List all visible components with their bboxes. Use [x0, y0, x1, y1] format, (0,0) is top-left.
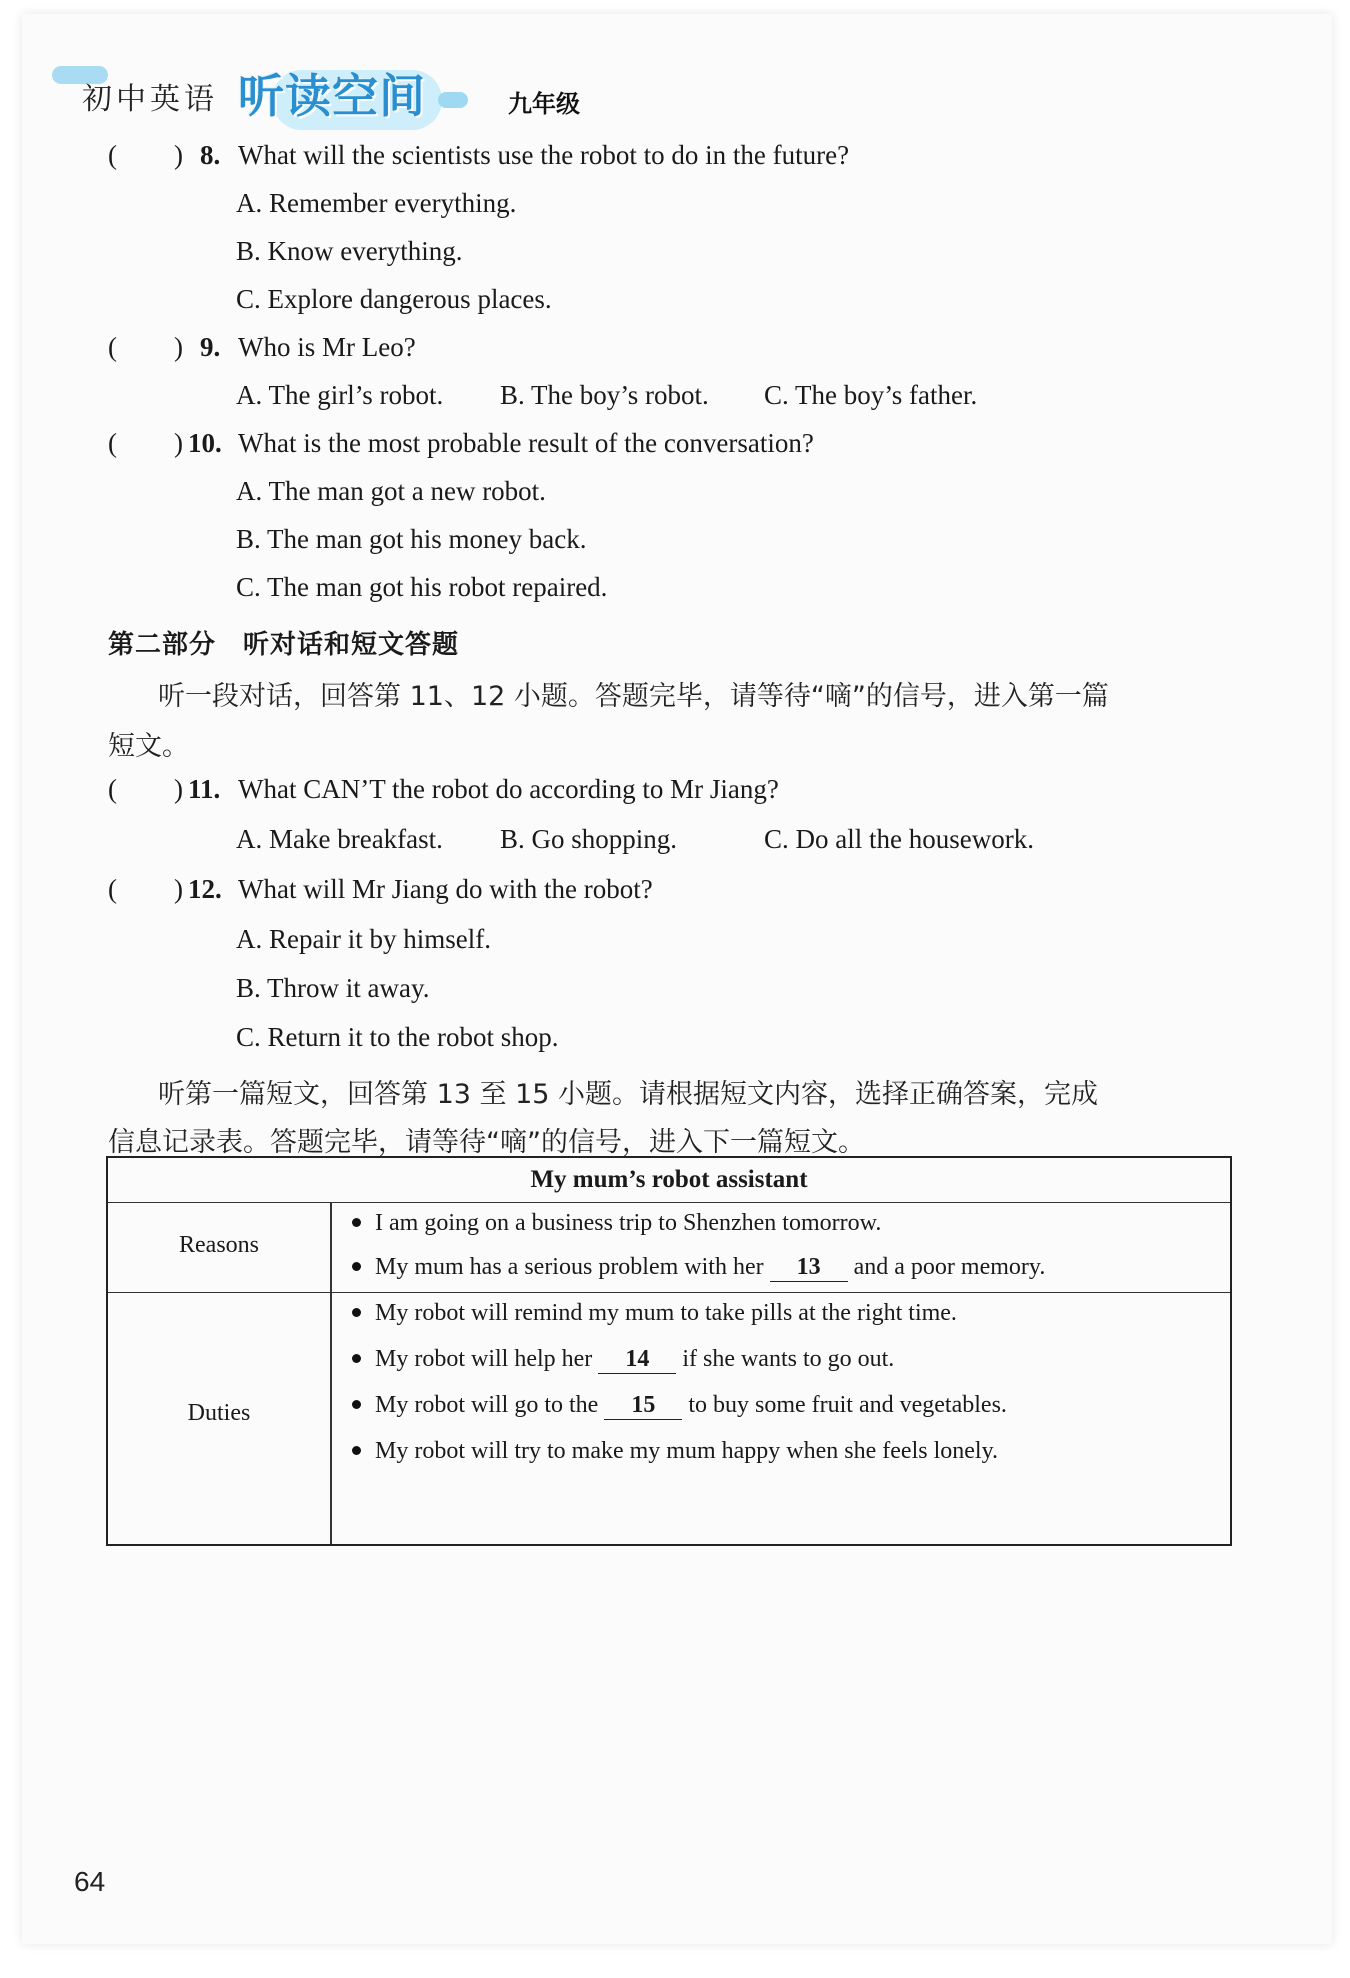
option-b: B. The man got his money back. [236, 524, 587, 554]
question-number: 9. [200, 332, 221, 362]
row-label-reasons: Reasons [179, 1232, 259, 1258]
brand-logo: 听读空间 [238, 69, 426, 123]
bullet-icon [352, 1218, 361, 1227]
option-b: B. Go shopping. [500, 824, 678, 854]
answer-paren-close: ) [174, 140, 183, 170]
answer-paren-open: ( [108, 774, 117, 804]
duty-item [352, 1438, 998, 1465]
bullet-icon [352, 1446, 361, 1455]
bullet-icon [352, 1354, 361, 1363]
section-title: 第二部分 听对话和短文答题 [108, 630, 460, 660]
duty-text: My robot will help her [375, 1346, 593, 1372]
answer-paren-close: ) [174, 332, 183, 362]
series-title: 初中英语 [82, 82, 218, 117]
answer-paren-close: ) [174, 874, 183, 904]
question-number: 11. [188, 774, 221, 804]
answer-paren-close: ) [174, 774, 183, 804]
table-row-reasons [108, 1202, 1230, 1293]
cloud-decoration [438, 92, 468, 108]
duty-text: My robot will try to make my mum happy when she feels lonely. [375, 1438, 999, 1464]
option-c: C. Return it to the robot shop. [236, 1022, 559, 1052]
blank-14: 14 [598, 1346, 676, 1374]
reason-text: My mum has a serious problem with her [375, 1254, 764, 1280]
option-b: B. Know everything. [236, 236, 463, 266]
question-text: What will the scientists use the robot to do in the future? [238, 140, 850, 170]
duty-item [352, 1346, 894, 1374]
table-row-duties [108, 1292, 1230, 1544]
bullet-icon [352, 1308, 361, 1317]
option-c: C. The man got his robot repaired. [236, 572, 608, 602]
instruction-text: 信息记录表。答题完毕，请等待“嘀”的信号，进入下一篇短文。 [108, 1127, 865, 1158]
blank-15: 15 [604, 1392, 682, 1420]
grade-label: 九年级 [508, 90, 580, 118]
instruction-text: 短文。 [108, 731, 189, 762]
question-number: 8. [200, 140, 221, 170]
blank-13: 13 [770, 1254, 848, 1282]
option-b: B. Throw it away. [236, 973, 430, 1003]
option-c: C. Do all the housework. [764, 824, 1034, 854]
question-text: What is the most probable result of the conversation? [238, 428, 814, 458]
question-text: What CAN’T the robot do according to Mr Jiang? [238, 774, 779, 804]
answer-paren-open: ( [108, 428, 117, 458]
instruction-text: 听第一篇短文，回答第 13 至 15 小题。请根据短文内容，选择正确答案，完成 [158, 1079, 1099, 1110]
workbook-page [22, 14, 1332, 1944]
option-a: A. The man got a new robot. [236, 476, 546, 506]
option-a: A. The girl’s robot. [236, 380, 444, 410]
duty-item [352, 1300, 957, 1327]
page-header [58, 52, 658, 132]
reason-text: and a poor memory. [853, 1254, 1046, 1280]
row-label-duties: Duties [187, 1400, 251, 1426]
duty-text: if she wants to go out. [682, 1346, 895, 1372]
option-b: B. The boy’s robot. [500, 380, 709, 410]
duty-text: to buy some fruit and vegetables. [688, 1392, 1007, 1418]
duty-text: My robot will go to the [375, 1392, 599, 1418]
reason-item [352, 1210, 881, 1237]
bullet-icon [352, 1262, 361, 1271]
option-a: A. Make breakfast. [236, 824, 443, 854]
bullet-icon [352, 1400, 361, 1409]
duty-item [352, 1392, 1007, 1420]
question-text: What will Mr Jiang do with the robot? [238, 874, 653, 904]
reason-text: I am going on a business trip to Shenzhen tomorrow. [375, 1210, 882, 1236]
reason-item [352, 1254, 1045, 1282]
answer-paren-open: ( [108, 140, 117, 170]
option-a: A. Remember everything. [236, 188, 517, 218]
instruction-text: 听一段对话，回答第 11、12 小题。答题完毕，请等待“嘀”的信号，进入第一篇 [158, 681, 1109, 712]
table-title: My mum’s robot assistant [108, 1158, 1230, 1203]
question-number: 10. [188, 428, 222, 458]
answer-paren-close: ) [174, 428, 183, 458]
option-c: C. Explore dangerous places. [236, 284, 552, 314]
answer-paren-open: ( [108, 332, 117, 362]
answer-paren-open: ( [108, 874, 117, 904]
question-text: Who is Mr Leo? [238, 332, 416, 362]
option-c: C. The boy’s father. [764, 380, 978, 410]
option-a: A. Repair it by himself. [236, 924, 491, 954]
info-record-table [106, 1156, 1232, 1546]
duty-text: My robot will remind my mum to take pills at the right time. [375, 1300, 957, 1326]
question-number: 12. [188, 874, 222, 904]
page-number: 64 [74, 1866, 106, 1897]
